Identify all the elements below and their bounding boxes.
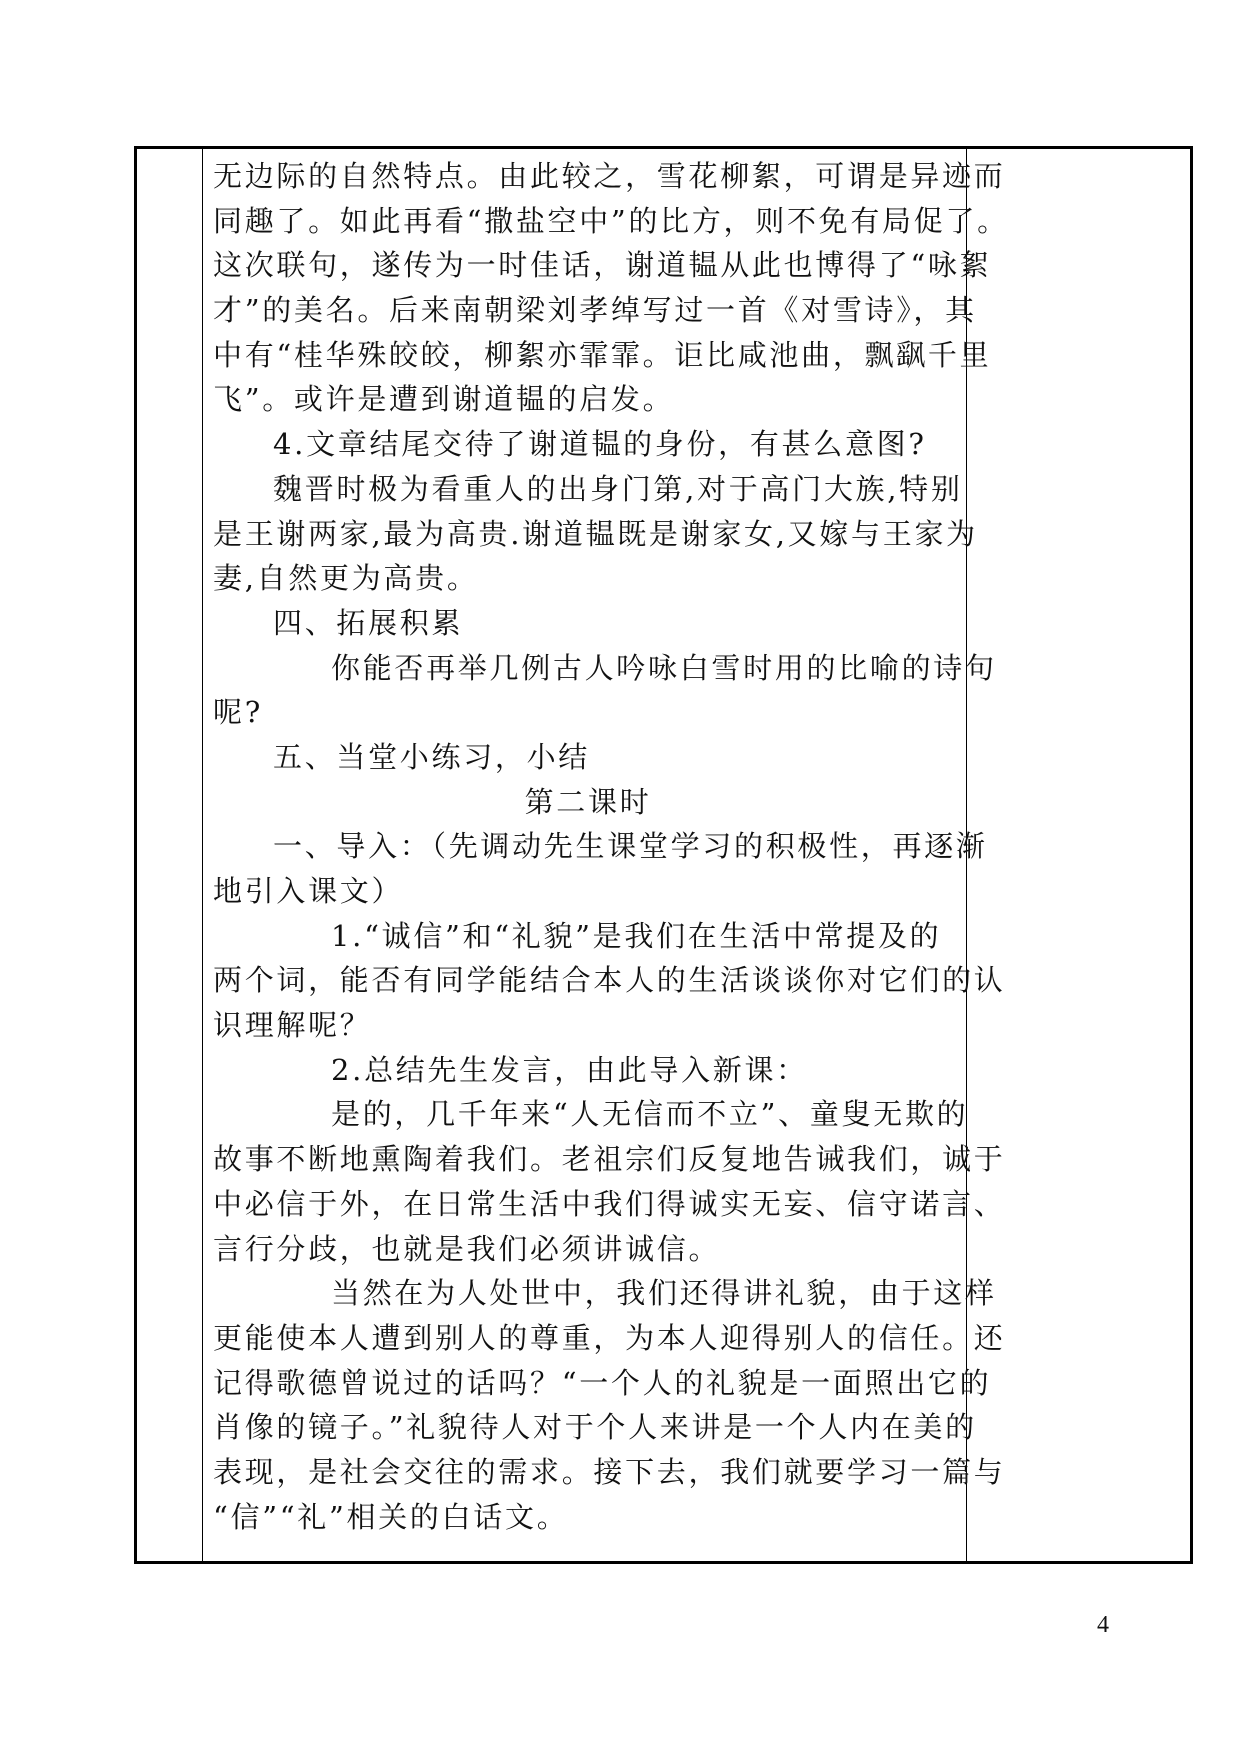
- text-line: 魏晋时极为看重人的出身门第,对于高门大族,特别: [273, 471, 963, 506]
- lesson-period-title: 第二课时: [524, 784, 652, 819]
- lesson-content: [213, 154, 1009, 1539]
- text-line: 是的，几千年来“人无信而不立”、童叟无欺的: [331, 1097, 969, 1132]
- text-line: 才”的美名。后来南朝梁刘孝绰写过一首《对雪诗》，其: [213, 293, 977, 328]
- table-column-divider-left: [202, 149, 203, 1561]
- text-line: 呢?: [213, 695, 263, 730]
- question-heading: 4.文章结尾交待了谢道韫的身份，有甚么意图?: [273, 427, 927, 462]
- text-line: 更能使本人遭到别人的尊重，为本人迎得别人的信任。还: [213, 1320, 1006, 1355]
- page-number: 4: [1097, 1612, 1109, 1638]
- text-line: 言行分歧，也就是我们必须讲诚信。: [213, 1231, 721, 1266]
- text-line: 1.“诚信”和“礼貌”是我们在生活中常提及的: [331, 918, 942, 953]
- text-line: 同趣了。如此再看“撒盐空中”的比方，则不免有局促了。: [213, 203, 1009, 238]
- text-line: 飞”。或许是遭到谢道韫的启发。: [213, 382, 675, 417]
- text-line: 识理解呢？: [213, 1008, 372, 1043]
- text-line: “信”“礼”相关的白话文。: [213, 1499, 569, 1534]
- text-line: 两个词，能否有同学能结合本人的生活谈谈你对它们的认: [213, 963, 1006, 998]
- text-line: 你能否再举几例古人吟咏白雪时用的比喻的诗句: [331, 650, 997, 685]
- text-line: 记得歌德曾说过的话吗？“一个人的礼貌是一面照出它的: [213, 1365, 992, 1400]
- text-line: 地引入课文）: [213, 874, 404, 908]
- text-line: 肖像的镜子。”礼貌待人对于个人来讲是一个人内在美的: [213, 1410, 977, 1445]
- text-line: 2.总结先生发言，由此导入新课：: [331, 1052, 808, 1087]
- text-line: 无边际的自然特点。由此较之，雪花柳絮，可谓是异迹而: [213, 159, 1006, 193]
- section-heading: 五、当堂小练习，小结: [273, 739, 591, 774]
- text-line: 故事不断地熏陶着我们。老祖宗们反复地告诫我们，诚于: [213, 1142, 1006, 1177]
- section-heading: 四、拓展积累: [273, 605, 464, 640]
- text-line: 这次联句，遂传为一时佳话，谢道韫从此也博得了“咏絮: [213, 248, 992, 283]
- text-line: 中有“桂华殊皎皎，柳絮亦霏霏。讵比咸池曲，飘飖千里: [213, 337, 992, 372]
- text-line: 妻,自然更为高贵。: [213, 561, 479, 596]
- text-line: 是王谢两家,最为高贵.谢道韫既是谢家女,又嫁与王家为: [213, 516, 978, 551]
- text-line: 当然在为人处世中，我们还得讲礼貌，由于这样: [331, 1276, 997, 1311]
- section-heading: 一、导入：（先调动先生课堂学习的积极性，再逐渐: [273, 829, 988, 864]
- text-line: 表现，是社会交往的需求。接下去，我们就要学习一篇与: [213, 1454, 1006, 1489]
- text-line: 中必信于外，在日常生活中我们得诚实无妄、信守诺言、: [213, 1186, 1006, 1221]
